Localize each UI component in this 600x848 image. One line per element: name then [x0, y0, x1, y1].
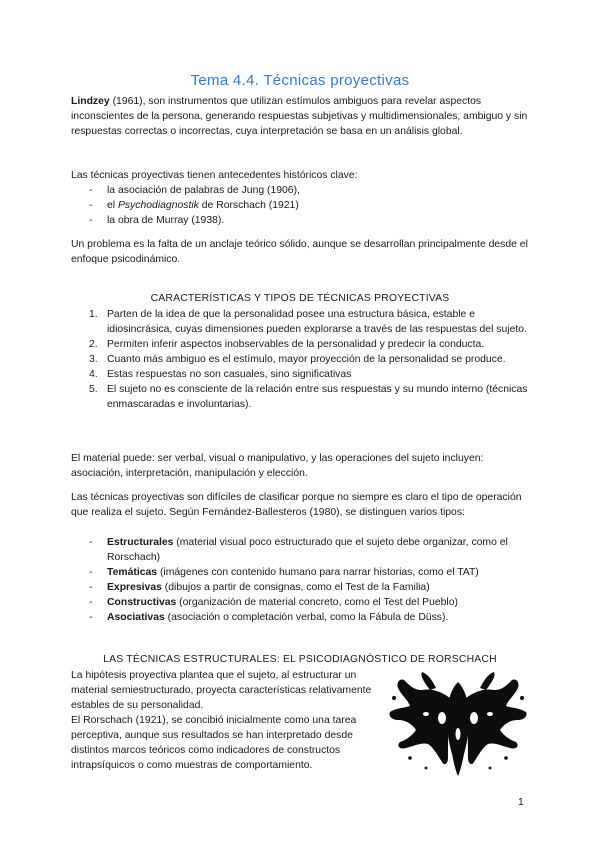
classification-paragraph: Las técnicas proyectivas son difíciles de clasificar porque no siempre es claro el tipo de operación que realiza el sujeto. Según Fernández-Ballesteros (1980), se distinguen varios tipos: — [71, 492, 522, 518]
characteristic-item — [71, 367, 533, 382]
dash-marker: - — [89, 185, 93, 196]
item-text: Parten de la idea de que la personalidad posee una estructura básica, estable e idiosincrásica, cuyas dimensiones pueden explorarse a través de las respuestas del sujeto. — [107, 309, 527, 335]
type-description: (organización de material concreto, como el Test del Pueblo) — [176, 597, 458, 608]
dash-marker: - — [89, 567, 93, 578]
characteristics-list — [71, 307, 533, 412]
history-item-text: la asociación de palabras de Jung (1906), — [107, 185, 300, 196]
intro-text: (1961), son instrumentos que utilizan estímulos ambiguos para revelar aspectos inconscientes de la persona, generando respuestas subjetivas y multidimensionales, ambiguo y sin respuestas correctas o incorrectas, cuya interpretación se basa en un análisis global. — [71, 96, 528, 137]
type-name: Asociativas — [107, 612, 165, 623]
item-number: 5. — [89, 384, 98, 395]
history-list — [71, 183, 533, 228]
type-description: (asociación o completación verbal, como la Fábula de Düss). — [164, 612, 449, 623]
item-text: El sujeto no es consciente de la relación entre sus respuestas y su mundo interno (técnicas enmascaradas e involuntarias). — [107, 384, 528, 410]
history-item-jung — [71, 183, 533, 198]
type-thematic — [71, 565, 533, 580]
type-name: Expresivas — [107, 582, 162, 593]
history-item-murray — [71, 213, 533, 228]
rorschach-paragraph-1: La hipótesis proyectiva plantea que el sujeto, al estructurar un material semiestructurado, proyecta características relativamente estables de su personalidad. — [71, 670, 372, 711]
rorschach-paragraph-2: El Rorschach (1921), se concibió inicialmente como una tarea perceptiva, aunque sus resultados se han interpretado desde distintos marcos teóricos como indicadores de constructos intrapsíquicos o como muestras de comportamiento. — [71, 715, 357, 771]
type-constructive — [71, 595, 533, 610]
history-section — [71, 168, 533, 228]
type-structural — [71, 535, 533, 565]
history-item-text: la obra de Murray (1938). — [107, 215, 225, 226]
characteristic-item — [71, 352, 533, 367]
psychodiagnostik-title: Psychodiagnostik — [117, 200, 199, 211]
type-associative — [71, 610, 533, 625]
dash-marker: - — [89, 200, 93, 211]
type-name: Temáticas — [107, 567, 158, 578]
page-title: Tema 4.4. Técnicas proyectivas — [190, 72, 410, 89]
type-description: (dibujos a partir de consignas, como el Test de la Familia) — [161, 582, 430, 593]
problem-paragraph: Un problema es la falta de un anclaje teórico sólido, aunque se desarrollan principalmente desde el enfoque psicodinámico. — [71, 239, 528, 265]
dash-marker: - — [89, 582, 93, 593]
dash-marker: - — [89, 537, 93, 548]
dash-marker: - — [89, 597, 93, 608]
material-paragraph: El material puede: ser verbal, visual o manipulativo, y las operaciones del sujeto incluyen: asociación, interpretación, manipulación y elección. — [71, 453, 484, 479]
dash-marker: - — [89, 612, 93, 623]
type-name: Estructurales — [107, 537, 174, 548]
characteristic-item — [71, 307, 533, 337]
type-description: (imágenes con contenido humano para narrar historias, como el TAT) — [157, 567, 479, 578]
history-lead: Las técnicas proyectivas tienen antecedentes históricos clave: — [71, 170, 358, 181]
intro-paragraph — [71, 94, 533, 139]
item-text: Permiten inferir aspectos inobservables de la personalidad y predecir la conducta. — [107, 339, 485, 350]
item-text: Cuanto más ambiguo es el estímulo, mayor proyección de la personalidad se produce. — [107, 354, 506, 365]
history-item-text: de Rorschach (1921) — [198, 200, 299, 211]
page-number: 1 — [518, 797, 524, 808]
item-number: 2. — [89, 339, 98, 350]
inkblot-image — [386, 668, 530, 780]
rorschach-text — [71, 668, 376, 773]
item-number: 3. — [89, 354, 98, 365]
rorschach-heading: LAS TÉCNICAS ESTRUCTURALES: EL PSICODIAGNÓSTICO DE RORSCHACH — [103, 654, 497, 665]
history-item-rorschach — [71, 198, 533, 213]
type-description: (material visual poco estructurado que el sujeto debe organizar, como el Rorschach) — [107, 537, 508, 563]
item-text: Estas respuestas no son casuales, sino significativas — [107, 369, 352, 380]
dash-marker: - — [89, 215, 93, 226]
item-number: 4. — [89, 369, 98, 380]
type-name: Constructivas — [107, 597, 177, 608]
characteristic-item — [71, 337, 533, 352]
item-number: 1. — [89, 309, 98, 320]
types-list — [71, 535, 533, 625]
type-expressive — [71, 580, 533, 595]
author-lindzey: Lindzey — [71, 96, 110, 107]
characteristic-item — [71, 382, 533, 412]
history-item-text: el — [107, 200, 118, 211]
characteristics-heading: CARACTERÍSTICAS Y TIPOS DE TÉCNICAS PROYECTIVAS — [150, 293, 450, 304]
